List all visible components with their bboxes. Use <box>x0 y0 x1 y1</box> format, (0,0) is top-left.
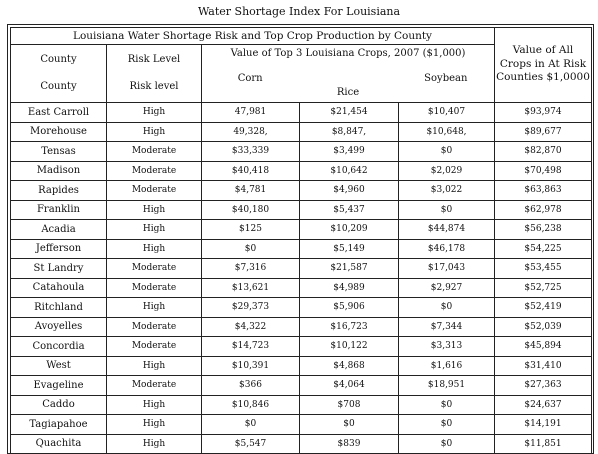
total-cell: $31,410 <box>495 356 592 376</box>
corn-cell: $14,723 <box>202 337 300 357</box>
risk-cell: High <box>107 122 202 142</box>
county-cell: Ritchland <box>11 298 107 318</box>
table-row <box>11 200 592 220</box>
county-cell: Caddo <box>11 395 107 415</box>
table-row <box>11 317 592 337</box>
county-cell: St Landry <box>11 259 107 279</box>
header-county-label: County <box>40 53 77 65</box>
rice-cell: $16,723 <box>300 317 399 337</box>
soybean-cell: $17,043 <box>399 259 495 279</box>
rice-cell: $10,122 <box>300 337 399 357</box>
county-cell: Morehouse <box>11 122 107 142</box>
corn-cell: $125 <box>202 220 300 240</box>
county-cell: Quachita <box>11 434 107 454</box>
soybean-cell: $0 <box>399 298 495 318</box>
soybean-cell: $3,313 <box>399 337 495 357</box>
corn-cell: $10,846 <box>202 395 300 415</box>
risk-cell: High <box>107 415 202 435</box>
corn-cell: 47,981 <box>202 103 300 123</box>
county-cell: Acadia <box>11 220 107 240</box>
total-cell: $89,677 <box>495 122 592 142</box>
county-cell: Madison <box>11 161 107 181</box>
total-cell: $63,863 <box>495 181 592 201</box>
rice-cell: $0 <box>300 415 399 435</box>
soybean-cell: $10,648, <box>399 122 495 142</box>
corn-cell: $5,547 <box>202 434 300 454</box>
total-cell: $24,637 <box>495 395 592 415</box>
total-cell: $62,978 <box>495 200 592 220</box>
total-cell: $70,498 <box>495 161 592 181</box>
soybean-cell: $1,616 <box>399 356 495 376</box>
corn-cell: $0 <box>202 239 300 259</box>
county-cell: East Carroll <box>11 103 107 123</box>
county-cell: Jefferson <box>11 239 107 259</box>
table-row <box>11 376 592 396</box>
rice-cell: $10,642 <box>300 161 399 181</box>
header-total-line3: Counties $1,0000 <box>496 71 590 83</box>
header-rice: Rice <box>336 86 360 98</box>
corn-cell: $29,373 <box>202 298 300 318</box>
county-cell: Tensas <box>11 142 107 162</box>
header-county <box>11 45 107 103</box>
header-county-sublabel: County <box>40 80 77 92</box>
header-risk-sublabel: Risk level <box>129 80 179 92</box>
header-soybean: Soybean <box>424 72 468 84</box>
risk-cell: High <box>107 103 202 123</box>
risk-cell: Moderate <box>107 317 202 337</box>
table-row <box>11 220 592 240</box>
total-cell: $45,894 <box>495 337 592 357</box>
rice-cell: $5,149 <box>300 239 399 259</box>
total-cell: $93,974 <box>495 103 592 123</box>
rice-cell: $708 <box>300 395 399 415</box>
soybean-cell: $44,874 <box>399 220 495 240</box>
county-cell: Rapides <box>11 181 107 201</box>
county-cell: Franklin <box>11 200 107 220</box>
corn-cell: $40,418 <box>202 161 300 181</box>
table-row <box>11 356 592 376</box>
header-risk-label: Risk Level <box>127 53 181 65</box>
soybean-cell: $2,029 <box>399 161 495 181</box>
header-risk <box>107 45 202 103</box>
soybean-cell: $0 <box>399 142 495 162</box>
table-row <box>11 122 592 142</box>
risk-cell: High <box>107 395 202 415</box>
header-corn: Corn <box>237 72 263 84</box>
risk-cell: Moderate <box>107 161 202 181</box>
total-cell: $14,191 <box>495 415 592 435</box>
rice-cell: $21,587 <box>300 259 399 279</box>
soybean-cell: $0 <box>399 415 495 435</box>
table-title: Louisiana Water Shortage Risk and Top Crop Production by County <box>11 28 495 45</box>
risk-cell: High <box>107 200 202 220</box>
risk-cell: Moderate <box>107 376 202 396</box>
risk-cell: High <box>107 239 202 259</box>
soybean-cell: $3,022 <box>399 181 495 201</box>
rice-cell: $4,960 <box>300 181 399 201</box>
total-cell: $27,363 <box>495 376 592 396</box>
risk-cell: High <box>107 356 202 376</box>
header-crops-label: Value of Top 3 Louisiana Crops, 2007 ($1,000) <box>230 47 466 59</box>
header-total <box>495 28 592 103</box>
total-cell: $52,419 <box>495 298 592 318</box>
rice-cell: $5,437 <box>300 200 399 220</box>
rice-cell: $839 <box>300 434 399 454</box>
rice-cell: $4,989 <box>300 278 399 298</box>
rice-cell: $21,454 <box>300 103 399 123</box>
risk-cell: Moderate <box>107 142 202 162</box>
total-cell: $56,238 <box>495 220 592 240</box>
corn-cell: 49,328, <box>202 122 300 142</box>
county-cell: Avoyelles <box>11 317 107 337</box>
water-shortage-table <box>10 27 592 454</box>
risk-cell: High <box>107 298 202 318</box>
table-row <box>11 239 592 259</box>
table-row <box>11 278 592 298</box>
risk-cell: Moderate <box>107 278 202 298</box>
table-row <box>11 103 592 123</box>
risk-cell: High <box>107 434 202 454</box>
soybean-cell: $2,927 <box>399 278 495 298</box>
rice-cell: $4,064 <box>300 376 399 396</box>
corn-cell: $4,322 <box>202 317 300 337</box>
corn-cell: $366 <box>202 376 300 396</box>
table-frame <box>7 24 594 454</box>
table-body <box>11 103 592 454</box>
table-row <box>11 415 592 435</box>
soybean-cell: $7,344 <box>399 317 495 337</box>
table-row <box>11 434 592 454</box>
soybean-cell: $0 <box>399 200 495 220</box>
total-cell: $54,225 <box>495 239 592 259</box>
table-row <box>11 142 592 162</box>
header-total-line2: Crops in At Risk <box>499 58 587 70</box>
total-cell: $11,851 <box>495 434 592 454</box>
table-row <box>11 161 592 181</box>
table-row <box>11 298 592 318</box>
corn-cell: $13,621 <box>202 278 300 298</box>
corn-cell: $7,316 <box>202 259 300 279</box>
soybean-cell: $0 <box>399 434 495 454</box>
corn-cell: $4,781 <box>202 181 300 201</box>
total-cell: $52,725 <box>495 278 592 298</box>
soybean-cell: $18,951 <box>399 376 495 396</box>
county-cell: West <box>11 356 107 376</box>
rice-cell: $3,499 <box>300 142 399 162</box>
total-cell: $82,870 <box>495 142 592 162</box>
corn-cell: $0 <box>202 415 300 435</box>
corn-cell: $33,339 <box>202 142 300 162</box>
header-crops <box>202 45 495 103</box>
rice-cell: $5,906 <box>300 298 399 318</box>
county-cell: Concordia <box>11 337 107 357</box>
table-row <box>11 259 592 279</box>
risk-cell: Moderate <box>107 181 202 201</box>
corn-cell: $10,391 <box>202 356 300 376</box>
total-cell: $52,039 <box>495 317 592 337</box>
table-row <box>11 181 592 201</box>
rice-cell: $4,868 <box>300 356 399 376</box>
page-title: Water Shortage Index For Louisiana <box>197 5 401 18</box>
table-row <box>11 395 592 415</box>
header-total-line1: Value of All <box>512 44 574 56</box>
soybean-cell: $0 <box>399 395 495 415</box>
soybean-cell: $10,407 <box>399 103 495 123</box>
risk-cell: Moderate <box>107 337 202 357</box>
rice-cell: $10,209 <box>300 220 399 240</box>
table-row <box>11 337 592 357</box>
county-cell: Tagiapahoe <box>11 415 107 435</box>
corn-cell: $40,180 <box>202 200 300 220</box>
risk-cell: High <box>107 220 202 240</box>
risk-cell: Moderate <box>107 259 202 279</box>
rice-cell: $8,847, <box>300 122 399 142</box>
county-cell: Evageline <box>11 376 107 396</box>
soybean-cell: $46,178 <box>399 239 495 259</box>
county-cell: Catahoula <box>11 278 107 298</box>
total-cell: $53,455 <box>495 259 592 279</box>
